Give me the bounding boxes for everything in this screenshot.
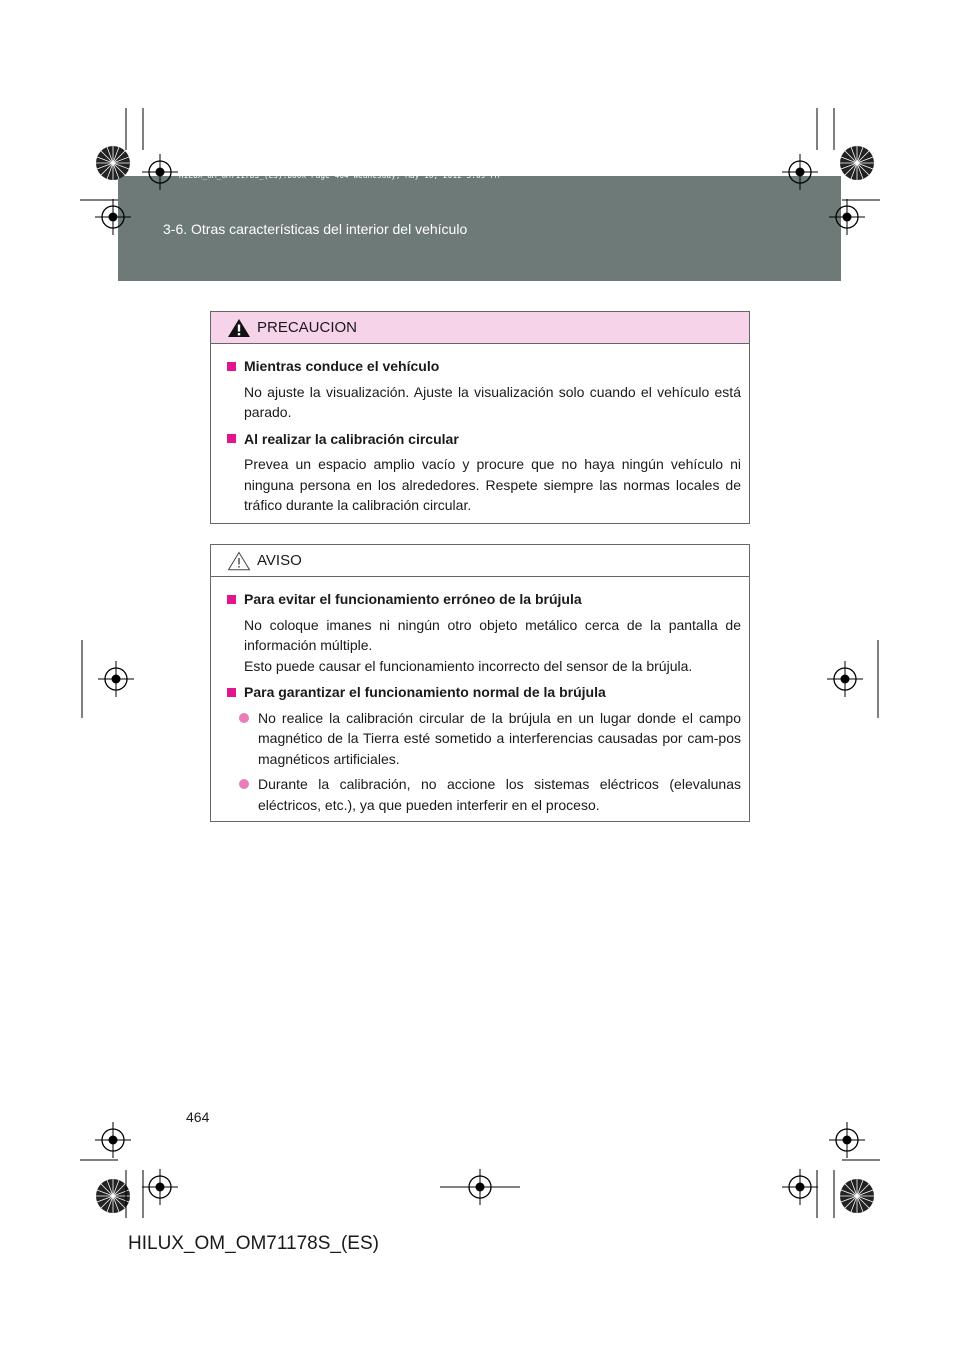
starburst-mark (840, 1179, 874, 1213)
crosshair-mark (95, 1122, 131, 1158)
crosshair-mark (829, 1122, 865, 1158)
caution-paragraph: No ajuste la visualización. Ajuste la visualización solo cuando el vehículo está parado. (244, 383, 741, 420)
crosshair-mark (782, 154, 818, 190)
crosshair-mark (142, 1169, 178, 1205)
crosshair-mark (98, 661, 134, 697)
notice-paragraph-line: No coloque imanes ni ningún otro objeto metálico cerca de la pantalla de información múltiple. (244, 616, 741, 653)
caution-subheading-text: Mientras conduce el vehículo (244, 358, 440, 374)
crosshair-mark (95, 199, 131, 235)
page-number: 464 (186, 1109, 210, 1125)
crosshair-mark (829, 199, 865, 235)
caution-paragraph: Prevea un espacio amplio vacío y procure que no haya ningún vehículo ni ninguna persona en los alrededores. Respete siempre las normas locales de tráfico durante la calibración circular. (244, 456, 741, 513)
notice-title: AVISO (257, 552, 302, 569)
crosshair-mark (782, 1169, 818, 1205)
list-item-text: Durante la calibración, no accione los sistemas eléctricos (elevalunas eléctricos, etc.), ya que pueden interferir en el proceso. (258, 776, 741, 813)
caution-subheading-text: Al realizar la calibración circular (244, 430, 459, 447)
caution-title: PRECAUCION (257, 319, 358, 336)
notice-subheading-text: Para garantizar el funcionamiento normal de la brújula (244, 684, 606, 700)
list-item-text: No realice la calibración circular de la brújula en un lugar donde el campo magnético de la Tierra esté sometido a interferencias causadas por cam-pos magnéticos artificiales. (258, 709, 741, 767)
notice-subheading-text: Para evitar el funcionamiento erróneo de la brújula (244, 591, 582, 607)
starburst-mark (96, 1179, 130, 1213)
starburst-mark (96, 146, 130, 180)
section-title: 3-6. Otras características del interior del vehículo (163, 221, 468, 237)
notice-paragraph-line: Esto puede causar el funcionamiento incorrecto del sensor de la brújula. (244, 657, 693, 674)
starburst-mark (840, 146, 874, 180)
footer-code: HILUX_OM_OM71178S_(ES) (128, 1233, 379, 1254)
crosshair-mark (142, 154, 178, 190)
print-slug: HILUX_OM_OM71178S_(ES).book Page 464 Wednesday, May 16, 2012 3:09 PM (179, 171, 500, 180)
crosshair-mark (827, 661, 863, 697)
